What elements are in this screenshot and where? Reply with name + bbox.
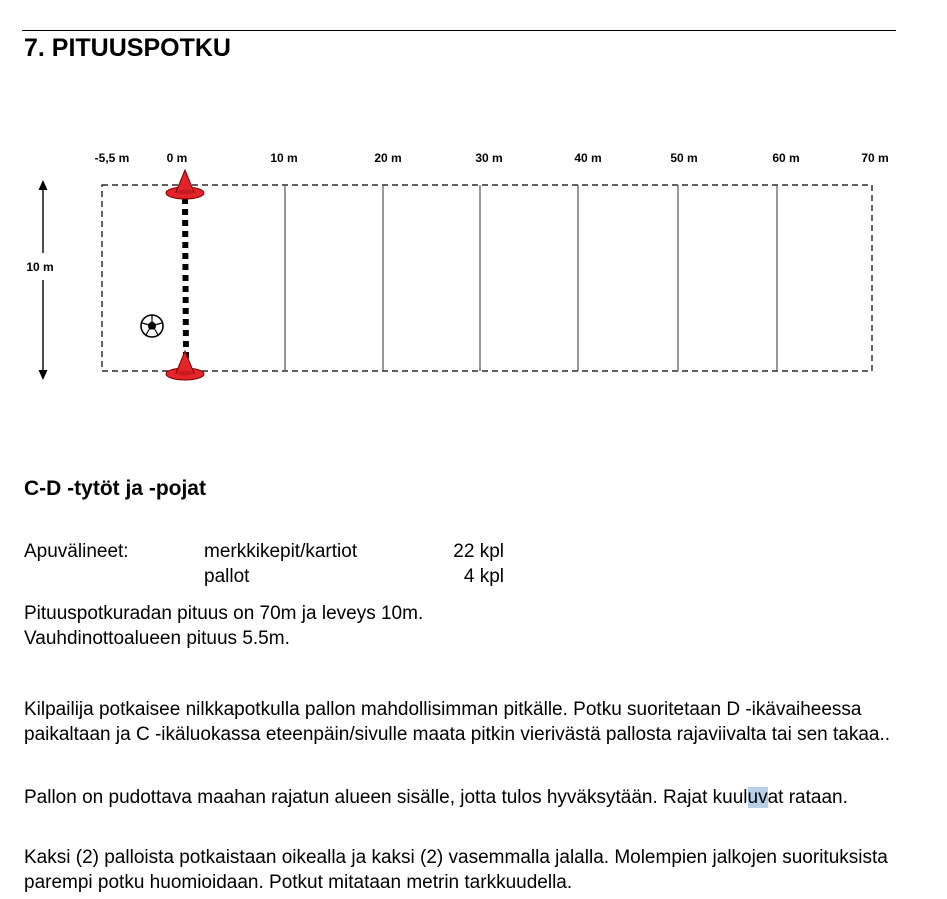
distance-label-50: 50 m (670, 151, 698, 165)
cone-icon (166, 170, 204, 199)
equipment-label: Apuvälineet: (24, 541, 129, 562)
field-diagram (0, 140, 947, 390)
equipment-row (24, 564, 504, 589)
boundary-rule-paragraph (24, 785, 904, 810)
distance-label-70: 70 m (861, 151, 889, 165)
kick-description-paragraph: Kilpailija potkaisee nilkkapotkulla pallon mahdollisimman pitkälle. Potku suoritetaan D -ikävaiheessa paikaltaan ja C -ikäluokassa eteenpäin/sivulle maata pitkin vierivästä pallosta rajaviivalta tai sen takaa.. (24, 699, 891, 745)
distance-label-10: 10 m (270, 151, 298, 165)
width-arrow (39, 180, 48, 380)
equipment-qty: 22 kpl (453, 541, 504, 562)
equipment-item: pallot (204, 566, 250, 587)
distance-label-minus-5-5: -5,5 m (94, 151, 130, 165)
equipment-row (24, 539, 504, 564)
distance-label-60: 60 m (772, 151, 800, 165)
kick-line (185, 198, 186, 358)
top-rule (22, 30, 896, 31)
field-boundary (102, 185, 872, 371)
page-title: 7. PITUUSPOTKU (24, 34, 231, 62)
cone-icon (166, 351, 204, 380)
text-selection-highlight[interactable]: uv (747, 787, 768, 808)
distance-label-0: 0 m (166, 151, 188, 165)
width-label: 10 m (26, 260, 54, 274)
distance-label-40: 40 m (574, 151, 602, 165)
soccer-ball-icon (141, 315, 163, 337)
boundary-rule-text-end: at rataan. (767, 787, 848, 808)
boundary-rule-text-start: Pallon on pudottava maahan rajatun alueen sisälle, jotta tulos hyväksytään. Rajat kuul (24, 787, 748, 808)
equipment-qty: 4 kpl (463, 566, 504, 587)
track-dimensions-line: Pituuspotkuradan pituus on 70m ja leveys 10m. (24, 603, 424, 624)
distance-label-30: 30 m (475, 151, 503, 165)
track-dimensions-paragraph (24, 601, 904, 651)
distance-label-20: 20 m (374, 151, 402, 165)
section-title: C-D -tytöt ja -pojat (24, 477, 206, 500)
distance-gridlines (285, 185, 777, 371)
measurement-rule-paragraph: Kaksi (2) palloista potkaistaan oikealla ja kaksi (2) vasemmalla jalalla. Molempien jalkojen suorituksista parempi potku huomioidaan. Potkut mitataan metrin tarkkuudella. (24, 847, 888, 893)
equipment-item: merkkikepit/kartiot (204, 541, 358, 562)
runup-length-line: Vauhdinottoalueen pituus 5.5m. (24, 628, 290, 649)
equipment-list (24, 539, 504, 589)
